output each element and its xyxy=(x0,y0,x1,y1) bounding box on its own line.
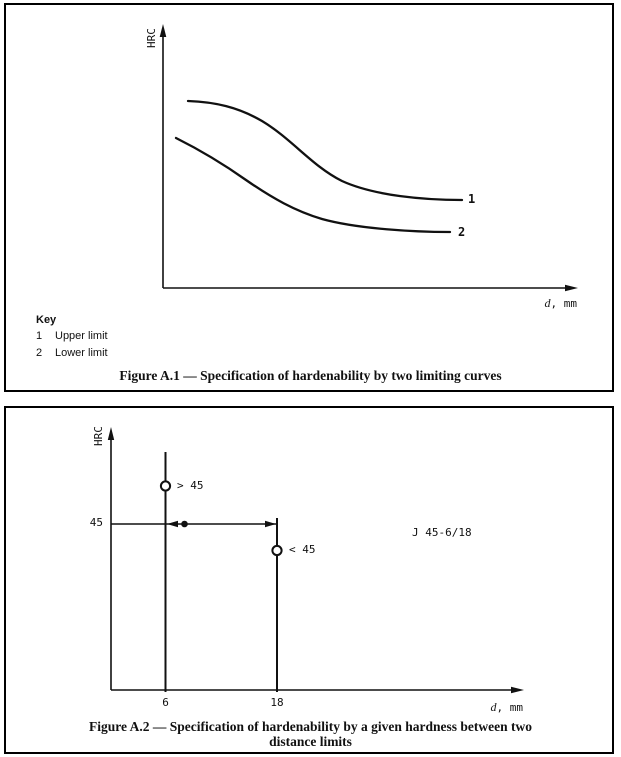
figure1-key xyxy=(36,314,108,360)
figure2-x-axis-label xyxy=(466,701,523,714)
figure1-y-axis-label: HRC xyxy=(145,28,158,48)
figure1-caption: Figure A.1 — Specification of hardenability by two limiting curves xyxy=(119,368,502,383)
figure2-designation-label: J 45-6/18 xyxy=(412,526,472,539)
figure1-x-axis-unit: , mm xyxy=(550,297,577,310)
figure1-key-item-lower xyxy=(36,347,108,360)
figure2-hardness-value-label: 45 xyxy=(89,516,103,529)
figure2-x-axis-unit: , mm xyxy=(496,701,523,714)
figure1-x-axis-label xyxy=(520,297,577,310)
key-item-label: Lower limit xyxy=(55,347,108,359)
figure2-tick-18: 18 xyxy=(270,696,284,709)
figure1-key-item-upper xyxy=(36,330,108,343)
figure1-curve2-label: 2 xyxy=(458,225,466,239)
figure2-caption xyxy=(0,719,621,749)
figure2-lower-point-label: < 45 xyxy=(289,543,316,556)
figure1-curve1-label: 1 xyxy=(468,192,476,206)
key-item-number: 1 xyxy=(36,330,43,342)
figure2-caption-line2: distance limits xyxy=(269,734,352,749)
key-item-number: 2 xyxy=(36,347,43,359)
figure2-tick-6: 6 xyxy=(162,696,169,709)
figure1-key-title: Key xyxy=(36,314,57,326)
figure2-x-axis-symbol: d xyxy=(490,700,497,714)
figure2-caption-line1: Figure A.2 — Specification of hardenability by a given hardness between two xyxy=(88,719,532,734)
key-item-label: Upper limit xyxy=(55,330,108,342)
figure2-upper-point-label: > 45 xyxy=(177,479,204,492)
figure1-x-axis-symbol: d xyxy=(544,296,551,310)
figure2-y-axis-label: HRC xyxy=(92,426,105,446)
